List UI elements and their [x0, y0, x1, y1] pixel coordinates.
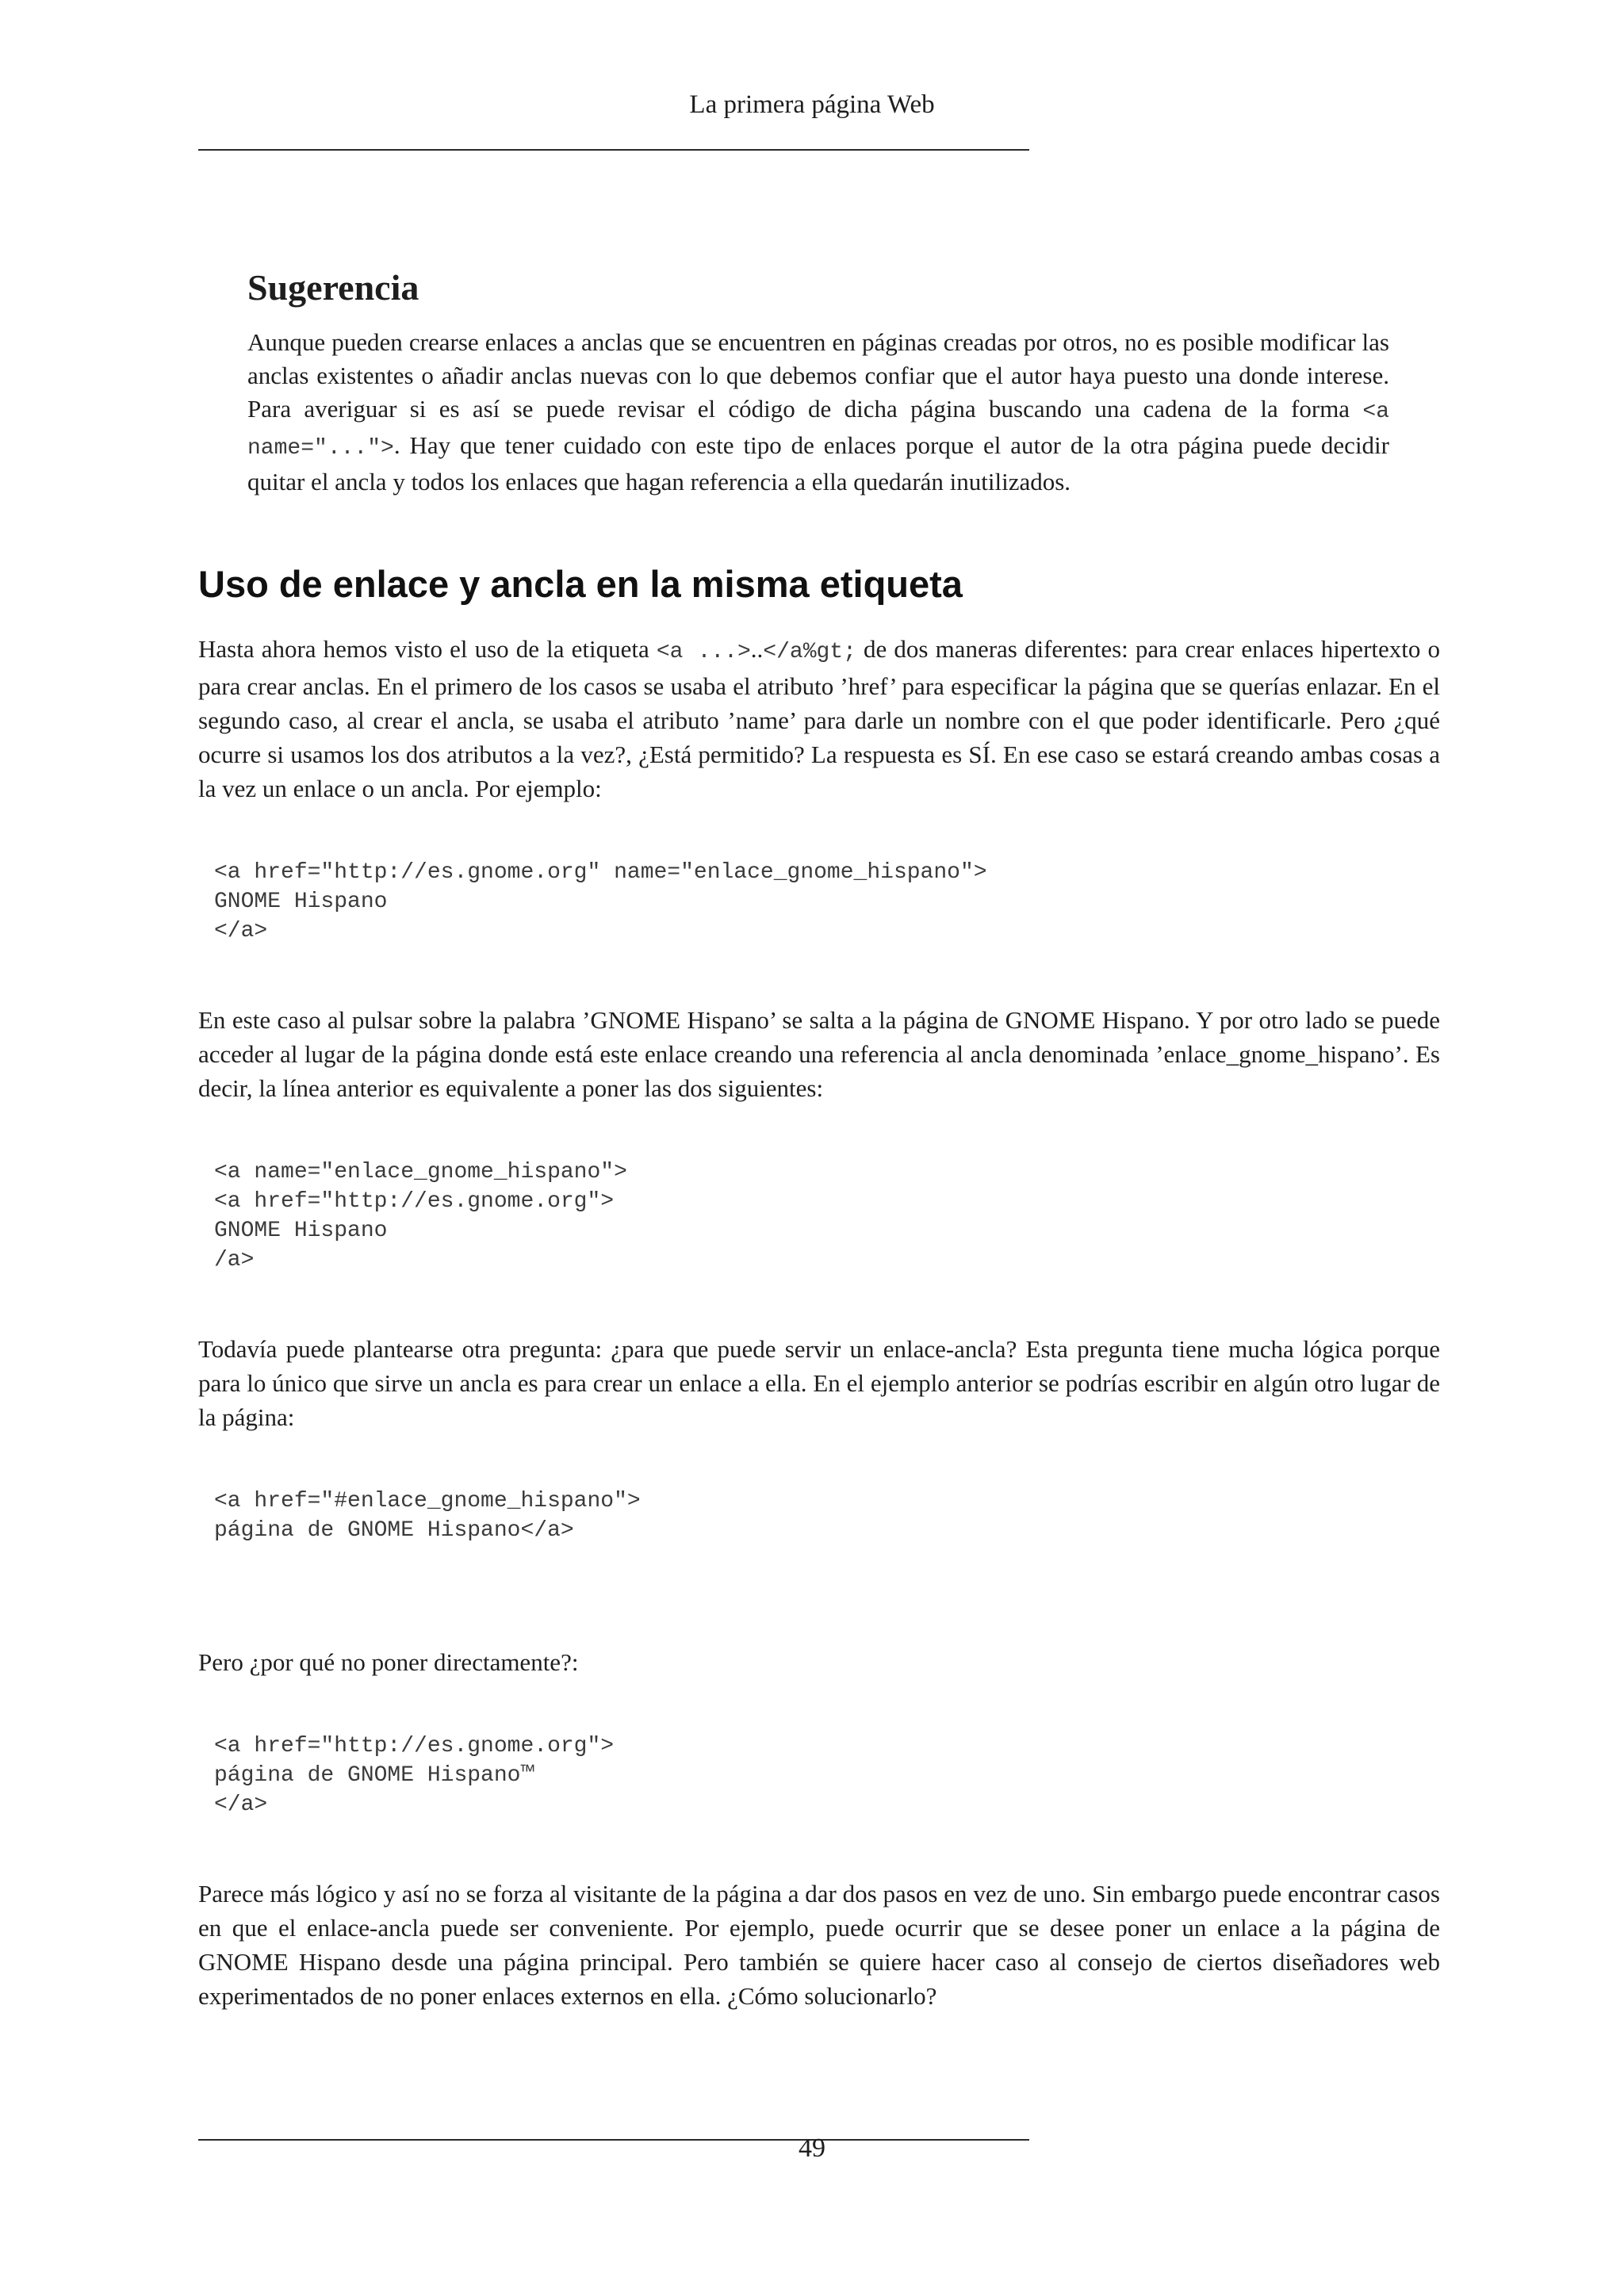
- intro-inline-code-close: </a%gt;: [763, 640, 856, 664]
- code-line: página de GNOME Hispano</a>: [214, 1518, 574, 1543]
- intro-text-end: de dos maneras diferentes: para crear enlaces hipertexto o para crear anclas. En el primero de los casos se usaba el atributo ’href’ para especificar la página que se querías enlazar. En el segundo caso, al crear el ancla, se usaba el atributo ’name’ para darle un nombre con el que poder identificarle. Pero ¿qué ocurre si usamos los dos atributos a la vez?, ¿Está permitido? La respuesta es SÍ. En ese caso se estará creando ambas cosas a la vez un enlace o un ancla. Por ejemplo:: [198, 635, 1440, 802]
- tip-box: [247, 266, 1389, 499]
- paragraph-4: Pero ¿por qué no poner directamente?:: [198, 1648, 579, 1676]
- code-line: GNOME Hispano: [214, 890, 388, 914]
- intro-paragraph: [198, 632, 1440, 806]
- tip-text-end: . Hay que tener cuidado con este tipo de enlaces porque el autor de la otra página puede decidir quitar el ancla y todos los enlaces que hagan referencia a ella quedarán inutilizados.: [247, 431, 1389, 496]
- spacer: [198, 1434, 1440, 1487]
- running-header: La primera página Web: [689, 90, 935, 119]
- tip-inline-code: <a name="...">: [247, 400, 1389, 461]
- code-line: <a href="http://es.gnome.org">: [214, 1734, 615, 1758]
- section-title: Uso de enlace y ancla en la misma etiqueta: [198, 563, 963, 605]
- page-number: 49: [799, 2133, 825, 2163]
- spacer: [198, 806, 1440, 858]
- spacer: [198, 1820, 1440, 1877]
- code-line: <a href="#enlace_gnome_hispano">: [214, 1489, 641, 1513]
- paragraph-2: En este caso al pulsar sobre la palabra ’GNOME Hispano’ se salta a la página de GNOME Hispano. Y por otro lado se puede acceder al lugar de la página donde está este enlace creando una referencia al ancla denominada ’enlace_gnome_hispano’. Es decir, la línea anterior es equivalente a poner las dos siguientes:: [198, 1006, 1440, 1102]
- code-example-2: [198, 1158, 1440, 1275]
- tip-title: Sugerencia: [247, 267, 419, 308]
- code-line: <a href="http://es.gnome.org" name="enlace_gnome_hispano">: [214, 860, 987, 885]
- paragraph-3: Todavía puede plantearse otra pregunta: ¿para que puede servir un enlace-ancla? Esta pregunta tiene mucha lógica porque para lo único que sirve un ancla es para crear un enlace a ella. En el ejemplo anterior se podrías escribir en algún otro lugar de la página:: [198, 1335, 1440, 1431]
- spacer: [198, 1545, 1440, 1645]
- code-example-4: [198, 1732, 1440, 1820]
- code-line: </a>: [214, 1793, 268, 1817]
- code-line: /a>: [214, 1248, 255, 1272]
- intro-inline-code-open: <a ...>: [656, 640, 751, 664]
- intro-text-middle: ..: [750, 635, 764, 663]
- code-example-1: [198, 858, 1440, 946]
- code-line: página de GNOME Hispano™: [214, 1763, 534, 1788]
- spacer: [198, 1275, 1440, 1332]
- code-example-3: [198, 1487, 1440, 1545]
- code-line: </a>: [214, 919, 268, 943]
- header-rule: [198, 149, 1029, 151]
- tip-body: [247, 326, 1389, 499]
- code-line: GNOME Hispano: [214, 1219, 388, 1243]
- code-line: <a href="http://es.gnome.org">: [214, 1189, 615, 1214]
- spacer: [198, 946, 1440, 1003]
- code-line: <a name="enlace_gnome_hispano">: [214, 1160, 627, 1184]
- main-content: [198, 559, 1440, 2013]
- spacer: [198, 1105, 1440, 1158]
- intro-text-start: Hasta ahora hemos visto el uso de la etiqueta: [198, 635, 657, 663]
- paragraph-5: Parece más lógico y así no se forza al visitante de la página a dar dos pasos en vez de uno. Sin embargo puede encontrar casos en que el enlace-ancla puede ser conveniente. Por ejemplo, puede ocurrir que se desee poner un enlace a la página de GNOME Hispano desde una página principal. Pero también se quiere hacer caso al consejo de ciertos diseñadores web experimentados de no poner enlaces externos en ella. ¿Cómo solucionarlo?: [198, 1880, 1440, 2010]
- spacer: [198, 1679, 1440, 1732]
- tip-text-start: Aunque pueden crearse enlaces a anclas que se encuentren en páginas creadas por otros, no es posible modificar las anclas existentes o añadir anclas nuevas con lo que debemos confiar que el autor haya puesto una donde interese. Para averiguar si es así se puede revisar el código de dicha página buscando una cadena de la forma: [247, 328, 1389, 423]
